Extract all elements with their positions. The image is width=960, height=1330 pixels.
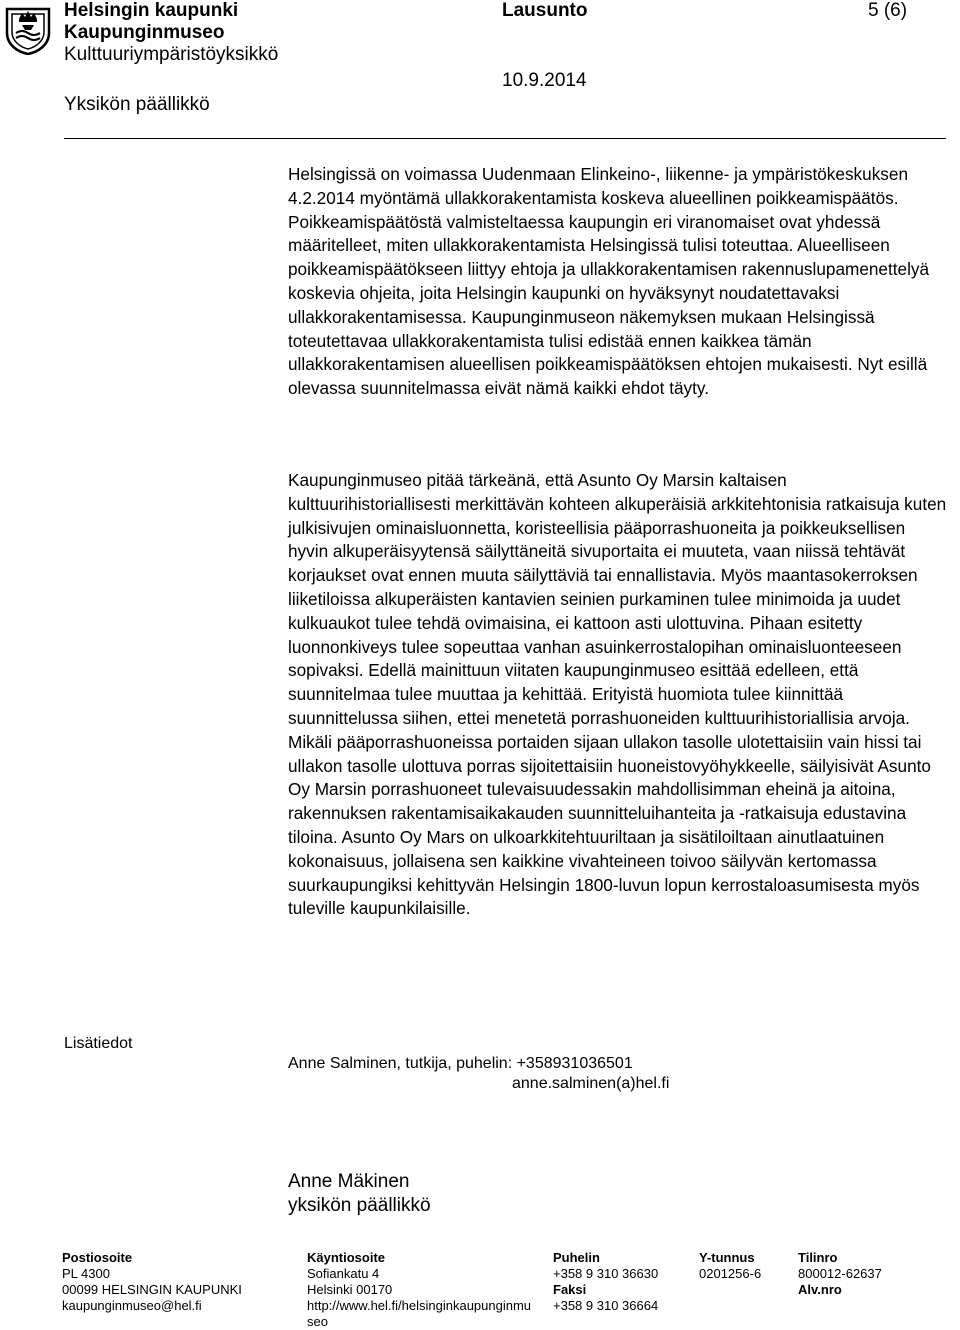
postal-line: 00099 HELSINGIN KAUPUNKI bbox=[62, 1282, 242, 1297]
paragraph-text: Kaupunginmuseo pitää tärkeänä, että Asunto Oy Marsin kaltaisen kulttuurihistoriallisesti merkittävän kohteen alkuperäisiä arkkitehtonisia ratkaisuja kuten julkisivujen ominaisluonnetta, koristeellisia pääporrashuoneita ja poikkeuksellisen hyvin alkuperäisyytensä säilyttäneitä sivuportaita ei muuteta, vaan niissä tehtävät korjaukset ovat ennen muuta säilyttäviä tai ennallistavia. Myös maantasokerroksen liiketiloissa alkuperäisten kantavien seinien purkaminen tulee minimoida ja uudet kulkuaukot tulee tehdä ovimaisina, ei kattoon asti ulottuvina. Pihaan esitetty luonnonkiveys tulee sopeuttaa vanhan asuinkerrostalopihan ominaisluonteeseen sopivaksi. Edellä mainittuun viitaten kaupunginmuseo esittää edelleen, että suunnitelmaa tulee muuttaa ja kehittää. Erityistä huomiota tulee kiinnittää suunnittelussa siihen, ettei menetetä porrashuoneiden kulttuurihistoriallisia arvoja. Mikäli pääporrashuoneissa portaiden sijaan ullakon tasolle ulotettaisiin vain hissi tai ullakon tasolle ulottuva porras sijoitettaisiin huoneistovyöhykkeelle, säilyisivät Asunto Oy Marsin porrashuoneet tulevaisuudessakin mahdollisimman eheinä ja aitoina, rakennuksen rakentamisaikakauden suunnitteluihanteita ja -ratkaisuja edustavina tiloina. Asunto Oy Mars on ulkoarkkitehtuuriltaan ja sisätiloiltaan ainutlaatuinen kokonaisuus, jollaisena sen kaikkine vivahteineen toivoo säilyvän kertomassa suurkaupungiksi kehittyvän Helsingin 1800-luvun lopun kerrostaloasumisesta myös tuleville kaupunkilaisille. bbox=[288, 470, 947, 919]
contact-line: Anne Salminen, tutkija, puhelin: +358931036501 bbox=[288, 1055, 633, 1072]
fax-heading: Faksi bbox=[553, 1282, 587, 1297]
author-role: Yksikön päällikkö bbox=[64, 94, 210, 115]
vat-heading: Alv.nro bbox=[798, 1282, 842, 1297]
ytunnus-value: 0201256-6 bbox=[699, 1266, 762, 1281]
doc-date: 10.9.2014 bbox=[502, 70, 587, 91]
visit-url: http://www.hel.fi/helsinginkaupunginmu bbox=[307, 1298, 532, 1313]
unit-name: Kaupunginmuseo bbox=[64, 22, 225, 43]
doc-type: Lausunto bbox=[502, 0, 588, 21]
subunit-name: Kulttuuriympäristöyksikkö bbox=[64, 44, 279, 65]
contact-email: anne.salminen(a)hel.fi bbox=[512, 1075, 670, 1092]
visit-line: Helsinki 00170 bbox=[307, 1282, 393, 1297]
postal-email: kaupunginmuseo@hel.fi bbox=[62, 1298, 202, 1313]
footer-ytunnus bbox=[699, 1250, 761, 1282]
paragraph-text: Helsingissä on voimassa Uudenmaan Elinkeino-, liikenne- ja ympäristökeskuksen 4.2.2014 myöntämä ullakkorakentamista koskeva alueellinen poikkeamispäätös. Poikkeamispäätöstä valmisteltaessa kaupungin eri viranomaiset ovat yhdessä määritelleet, miten ullakkorakentamista Helsingissä tulisi toteuttaa. Alueelliseen poikkeamispäätökseen liittyy ehtoja ja ullakkorakentamisen rakennuslupamenettelyä koskevia ohjeita, joita Helsingin kaupunki on hyväksynyt noudatettavaksi ullakkorakentamisessa. Kaupunginmuseon näkemyksen mukaan Helsingissä toteutettavaa ullakkorakentamista tulisi edistää ennen kaikkea tämän ullakkorakentamisen alueellisen poikkeamispäätöksen ehtojen mukaisesti. Nyt esillä olevassa suunnitelmassa eivät nämä kaikki ehdot täyty. bbox=[288, 164, 930, 399]
helsinki-crest-logo bbox=[3, 3, 53, 55]
visit-url-cont: seo bbox=[307, 1314, 328, 1329]
more-info-label: Lisätiedot bbox=[64, 1035, 133, 1052]
signer-title: yksikön päällikkö bbox=[288, 1195, 431, 1216]
body-paragraph-2 bbox=[288, 469, 948, 921]
footer-postal bbox=[62, 1250, 242, 1314]
org-name: Helsingin kaupunki bbox=[64, 0, 239, 21]
postal-line: PL 4300 bbox=[62, 1266, 110, 1281]
visit-line: Sofiankatu 4 bbox=[307, 1266, 380, 1281]
footer-visit bbox=[307, 1250, 531, 1330]
account-heading: Tilinro bbox=[798, 1250, 838, 1265]
footer-account bbox=[798, 1250, 882, 1298]
signer-name: Anne Mäkinen bbox=[288, 1171, 410, 1192]
footer-phone bbox=[553, 1250, 658, 1314]
account-value: 800012-62637 bbox=[798, 1266, 882, 1281]
visit-heading: Käyntiosoite bbox=[307, 1250, 386, 1265]
ytunnus-heading: Y-tunnus bbox=[699, 1250, 755, 1265]
phone-heading: Puhelin bbox=[553, 1250, 600, 1265]
fax-number: +358 9 310 36664 bbox=[553, 1298, 659, 1313]
postal-heading: Postiosoite bbox=[62, 1250, 133, 1265]
phone-number: +358 9 310 36630 bbox=[553, 1266, 659, 1281]
header-divider bbox=[64, 138, 946, 139]
body-paragraph-1 bbox=[288, 163, 948, 401]
page-number: 5 (6) bbox=[868, 0, 908, 21]
